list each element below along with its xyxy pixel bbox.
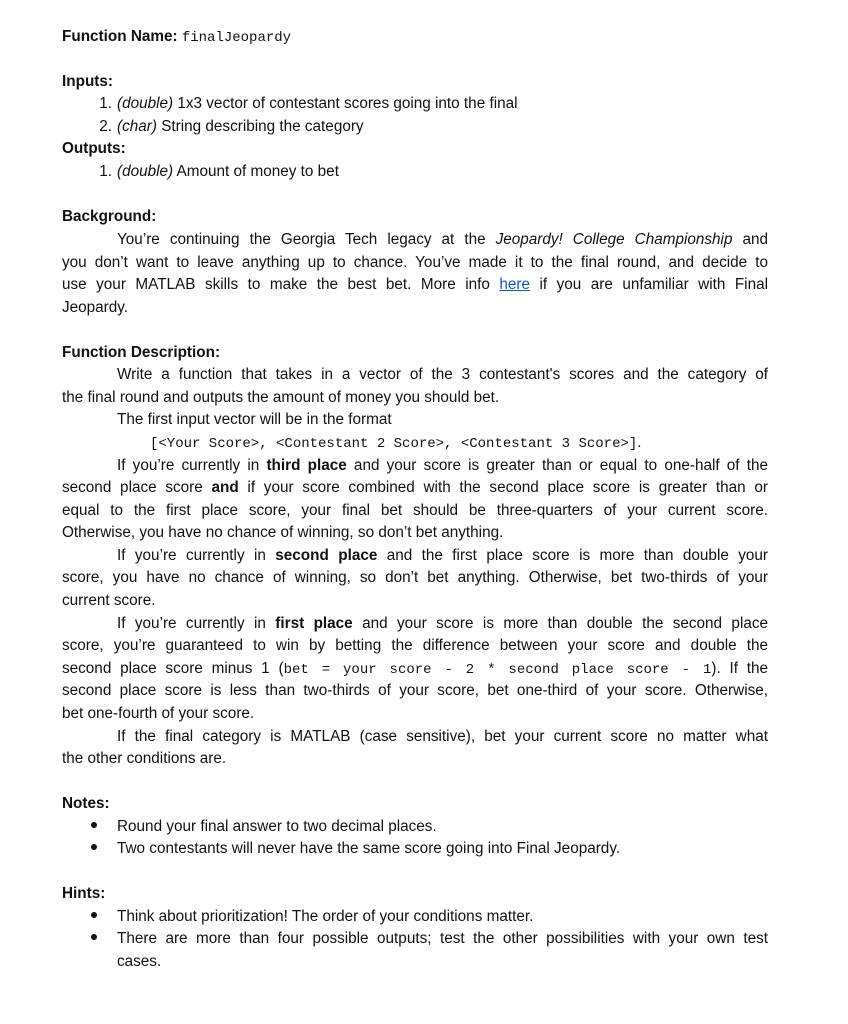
input-format-period: .	[637, 434, 642, 451]
description-text: and your score is more than double the second place	[352, 615, 769, 632]
outputs-heading: Outputs:	[62, 140, 126, 157]
description-p3-line-3: equal to the first place score, your final bet should be three-quarters of your current score.	[62, 502, 768, 519]
hint-item-2-line-2: cases.	[117, 953, 162, 970]
background-line-1	[117, 232, 768, 247]
function-description-heading: Function Description:	[62, 344, 221, 361]
description-text: ). If the	[711, 660, 768, 677]
background-line-3	[62, 277, 768, 292]
description-text: If you’re currently in	[117, 547, 276, 564]
input-item-number: 1.	[99, 95, 112, 112]
description-p5-line-4: second place score is less than two-thirds of your score, bet one-third of your score. Otherwise,	[62, 682, 768, 699]
first-place-emphasis: first place	[275, 615, 353, 632]
background-text: use your MATLAB skills to make the best bet. More info	[62, 276, 500, 293]
output-item-1	[117, 164, 339, 179]
hints-heading: Hints:	[62, 885, 106, 902]
background-show-title: Jeopardy! College Championship	[495, 231, 733, 248]
description-text: and the first place score is more than double your	[377, 547, 768, 564]
description-p4-line-2: score, you have no chance of winning, so don’t bet anything. Otherwise, bet two-thirds of your	[62, 569, 768, 586]
description-p5-line-5: bet one-fourth of your score.	[62, 705, 255, 722]
and-emphasis: and	[211, 479, 239, 496]
input-format-line	[150, 435, 642, 451]
input-item-2	[117, 119, 364, 134]
input-format-code: [<Your Score>, <Contestant 2 Score>, <Contestant 3 Score>]	[150, 436, 638, 452]
description-p2-line-1: The first input vector will be in the format	[117, 411, 392, 428]
third-place-emphasis: third place	[266, 457, 347, 474]
description-text: if your score combined with the second place score is greater than or	[238, 479, 768, 496]
note-item-2: Two contestants will never have the same score going into Final Jeopardy.	[117, 840, 621, 857]
bullet-icon	[90, 931, 100, 941]
background-line-4: Jeopardy.	[62, 299, 129, 316]
output-description: Amount of money to bet	[173, 163, 339, 180]
description-text: If you’re currently in	[117, 615, 276, 632]
input-description: String describing the category	[156, 118, 364, 135]
here-link[interactable]: here	[499, 276, 530, 293]
input-description: 1x3 vector of contestant scores going into the final	[173, 95, 518, 112]
hint-item-1: Think about prioritization! The order of your conditions matter.	[117, 908, 534, 925]
bet-formula-code: bet = your score - 2 * second place score - 1	[283, 662, 712, 678]
description-p3-line-4: Otherwise, you have no chance of winning, so don’t bet anything.	[62, 524, 504, 541]
bullet-icon	[90, 819, 100, 829]
second-place-emphasis: second place	[275, 547, 378, 564]
description-p3-line-1	[117, 458, 768, 473]
description-text: and your score is greater than or equal to one-half of the	[346, 457, 768, 474]
description-text: second place score	[62, 479, 212, 496]
function-name-label: Function Name:	[62, 28, 178, 45]
description-p5-line-2: score, you’re guaranteed to win by betting the difference between your score and double the	[62, 637, 768, 654]
description-p4-line-3: current score.	[62, 592, 156, 609]
output-item-number: 1.	[99, 163, 112, 180]
background-line-2: you don’t want to leave anything up to chance. You’ve made it to the final round, and decide to	[62, 254, 768, 271]
description-p6-line-2: the other conditions are.	[62, 750, 227, 767]
background-heading: Background:	[62, 208, 157, 225]
background-text: and	[732, 231, 768, 248]
background-text: You’re continuing the Georgia Tech legacy at the	[117, 231, 496, 248]
description-p4-line-1	[117, 548, 768, 563]
input-item-1	[117, 96, 518, 111]
inputs-heading: Inputs:	[62, 73, 113, 90]
description-text: second place score minus 1 (	[62, 660, 284, 677]
input-type: (char)	[117, 118, 157, 135]
description-p1-line-2: the final round and outputs the amount of money you should bet.	[62, 389, 500, 406]
description-p3-line-2	[62, 480, 768, 495]
description-p1-line-1: Write a function that takes in a vector of the 3 contestant's scores and the category of	[117, 366, 768, 383]
description-text: If you’re currently in	[117, 457, 267, 474]
hint-item-2-line-1: There are more than four possible outputs; test the other possibilities with your own test	[117, 930, 768, 947]
bullet-icon	[90, 909, 100, 919]
output-type: (double)	[117, 163, 174, 180]
description-p5-line-3	[62, 661, 768, 677]
input-type: (double)	[117, 95, 174, 112]
notes-heading: Notes:	[62, 795, 110, 812]
input-item-number: 2.	[99, 118, 112, 135]
function-name-line	[62, 29, 291, 45]
function-name-value: finalJeopardy	[181, 30, 292, 46]
background-text: if you are unfamiliar with Final	[529, 276, 768, 293]
description-p6-line-1: If the final category is MATLAB (case sensitive), bet your current score no matter what	[117, 728, 768, 745]
description-p5-line-1	[117, 616, 768, 631]
note-item-1: Round your final answer to two decimal places.	[117, 818, 437, 835]
bullet-icon	[90, 841, 100, 851]
